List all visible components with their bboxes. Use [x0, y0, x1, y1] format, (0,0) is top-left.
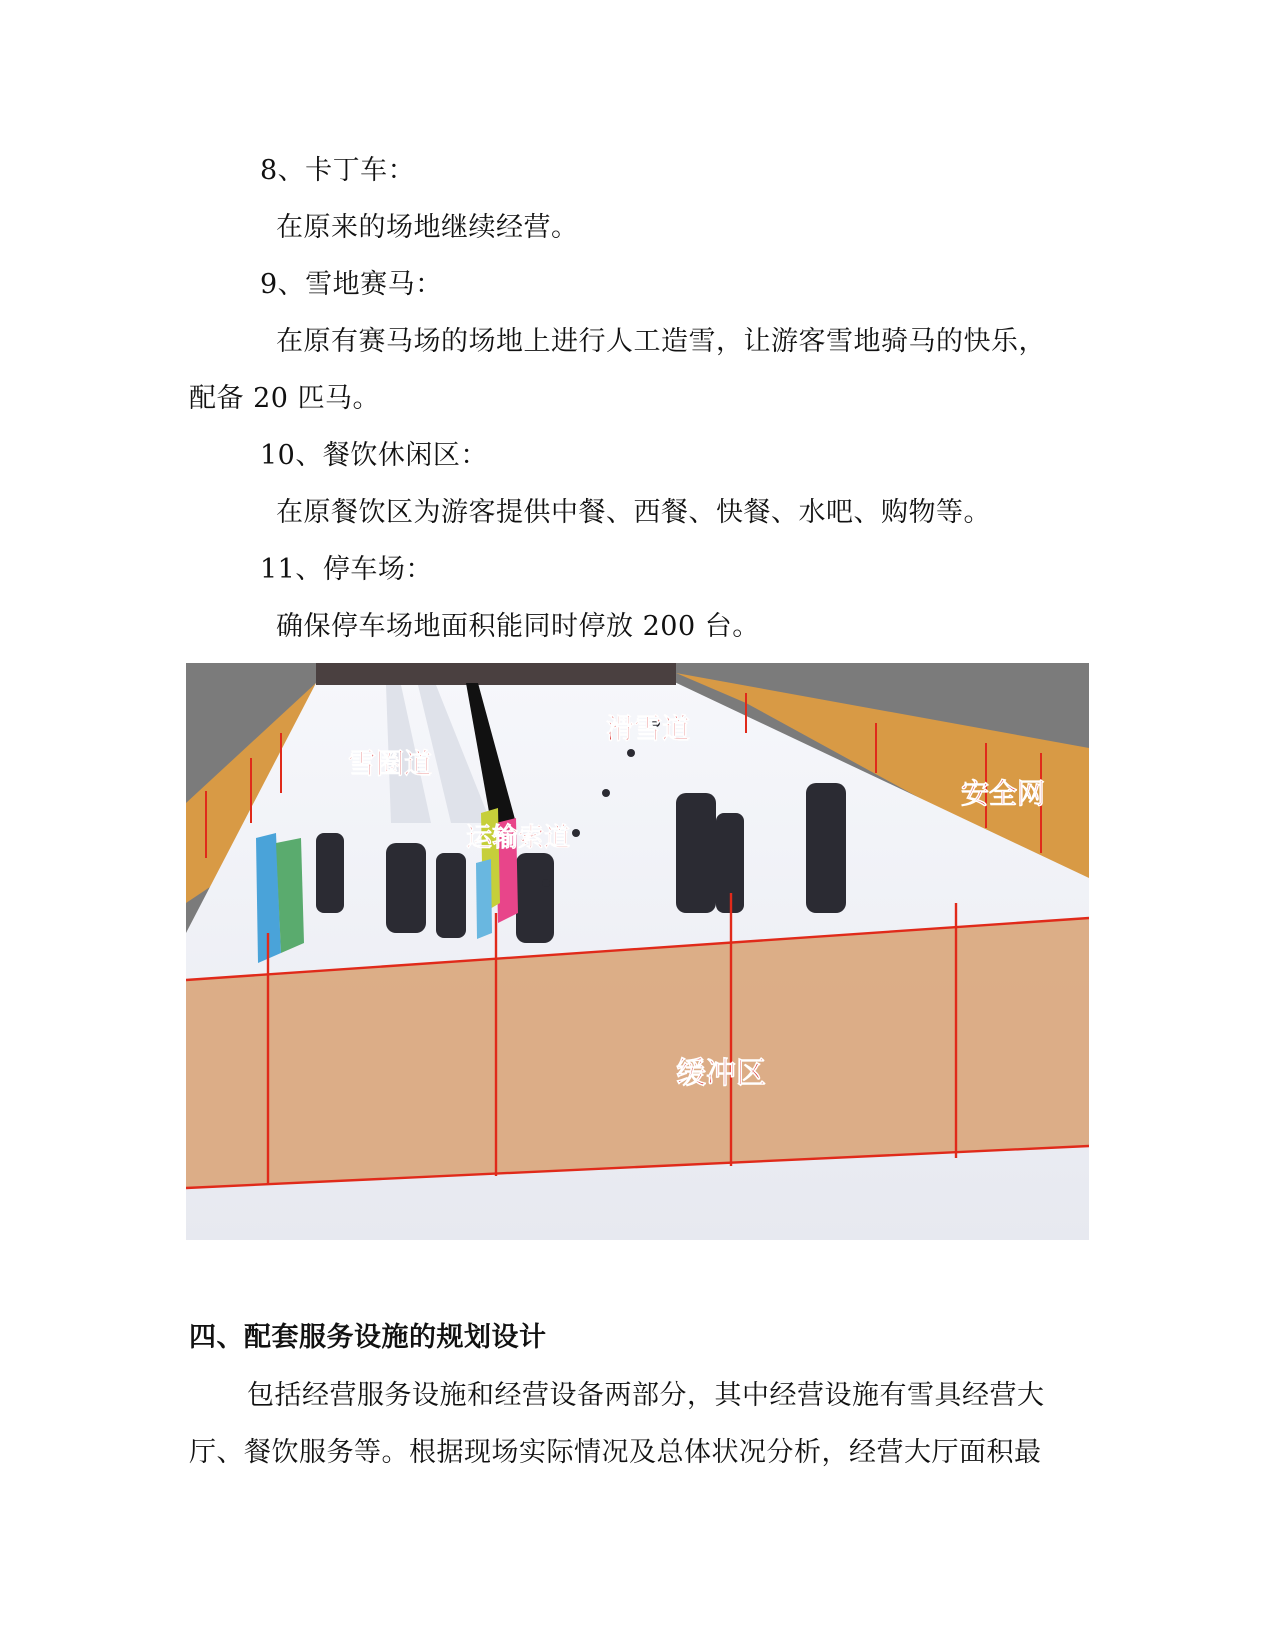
section-11-body: 确保停车场地面积能同时停放 200 台。 [276, 611, 760, 642]
section-8-heading: 8、卡丁车： [260, 155, 416, 186]
section-10-body: 在原餐饮区为游客提供中餐、西餐、快餐、水吧、购物等。 [276, 497, 991, 528]
section-8-body: 在原来的场地继续经营。 [276, 212, 579, 243]
section-11-heading: 11、停车场： [260, 554, 433, 585]
label-ski-run: 滑雪道 [606, 712, 691, 745]
section-9-body-line-2: 配备 20 匹马。 [189, 383, 381, 414]
label-tube-lane: 雪圈道 [348, 747, 433, 780]
section-9-body-line-1: 在原有赛马场的场地上进行人工造雪，让游客雪地骑马的快乐， [276, 326, 1046, 357]
ski-area-rendering [186, 663, 1089, 1240]
label-buffer-zone: 缓冲区 [676, 1056, 766, 1091]
section-9-heading: 9、雪地赛马： [260, 269, 443, 300]
label-transport-lane: 运输索道 [466, 823, 571, 853]
section-10-heading: 10、餐饮休闲区： [260, 440, 488, 471]
tree-line [316, 663, 676, 685]
chapter-paragraph-line-2: 厅、餐饮服务等。根据现场实际情况及总体状况分析，经营大厅面积最 [189, 1437, 1042, 1468]
label-safety-net: 安全网 [961, 777, 1046, 810]
chapter-heading: 四、配套服务设施的规划设计 [189, 1322, 547, 1353]
flag-cyan [476, 859, 492, 939]
chapter-paragraph-line-1: 包括经营服务设施和经营设备两部分，其中经营设施有雪具经营大 [247, 1380, 1045, 1411]
